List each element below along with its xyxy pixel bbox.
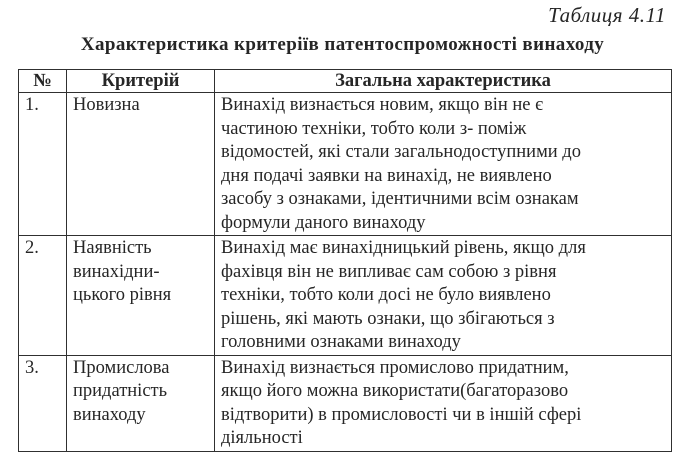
criterion-cell <box>67 236 215 356</box>
criterion-cell <box>67 93 215 236</box>
description-line: дня подачі заявки на винахід, не виявлено <box>221 165 552 186</box>
description-line: засобу з ознаками, ідентичними всім ознакам <box>221 189 579 209</box>
description-cell <box>215 236 672 356</box>
row-number: 2. <box>19 236 67 356</box>
criterion-line: винахідни- <box>73 261 160 282</box>
row-number: 1. <box>19 93 67 236</box>
table-number: Таблиця 4.11 <box>548 3 666 27</box>
column-header-number: № <box>19 70 67 93</box>
table-row <box>19 355 672 451</box>
criterion-line: цького рівня <box>73 285 172 305</box>
criterion-line: винаходу <box>73 404 146 425</box>
description-line: Винахід визнається промислово придатним, <box>221 357 569 378</box>
description-line: рішень, які мають ознаки, що збігаються з <box>221 308 555 329</box>
criteria-table <box>18 69 672 452</box>
column-header-criterion: Критерій <box>67 70 215 93</box>
description-line: техніки, тобто коли досі не було виявлено <box>221 285 551 305</box>
description-line: формули даного винаходу <box>221 212 426 233</box>
description-cell <box>215 355 672 451</box>
table-row <box>19 236 672 356</box>
table-row <box>19 93 672 236</box>
description-line: відомостей, які стали загальнодоступними до <box>221 142 581 162</box>
description-line: якщо його можна використати(багаторазово <box>221 381 569 401</box>
criterion-line: Промислова <box>73 357 170 378</box>
description-line: Винахід має винахідницький рівень, якщо для <box>221 238 586 258</box>
criterion-line: Наявність <box>73 238 152 258</box>
table-caption: Характеристика критеріїв патентоспроможності винаходу <box>80 34 605 55</box>
criterion-cell <box>67 355 215 451</box>
description-line: головними ознаками винаходу <box>221 332 461 352</box>
table-header-row <box>19 70 672 93</box>
description-cell <box>215 93 672 236</box>
column-header-description: Загальна характеристика <box>215 70 672 93</box>
description-line: Винахід визнається новим, якщо він не є <box>221 95 544 115</box>
description-line: діяльності <box>221 428 303 448</box>
criterion-line: Новизна <box>73 95 140 115</box>
row-number: 3. <box>19 355 67 451</box>
description-line: відтворити) в промисловості чи в іншій сфері <box>221 404 582 425</box>
description-line: частиною техніки, тобто коли з- поміж <box>221 118 527 139</box>
criterion-line: придатність <box>73 381 168 401</box>
description-line: фахівця він не випливає сам собою з рівня <box>221 261 557 282</box>
